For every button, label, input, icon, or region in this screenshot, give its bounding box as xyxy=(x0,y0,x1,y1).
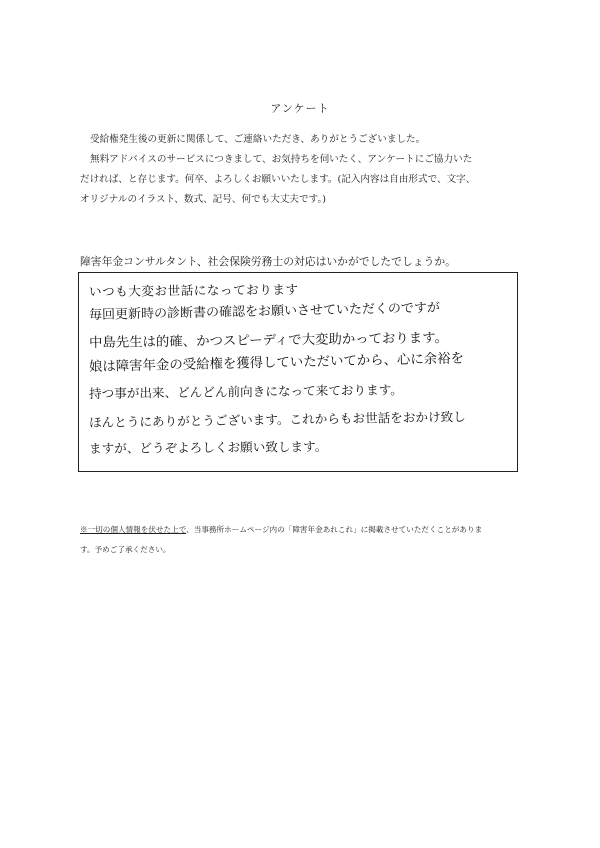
footnote-underlined-text: ※一切の個人情報を伏せた上で xyxy=(80,525,187,534)
handwritten-line: ますが、どうぞよろしくお願い致します。 xyxy=(88,438,328,456)
intro-line: オリジナルのイラスト、数式、記号、何でも大丈夫です。) xyxy=(80,194,326,205)
handwritten-line: 娘は障害年金の受給権を獲得していただいてから、心に余裕を xyxy=(88,351,465,375)
answer-box xyxy=(78,272,518,472)
intro-line: 無料アドバイスのサービスにつきまして、お気持ちを伺いたく、アンケートにご協力いた xyxy=(90,154,473,165)
footnote-text: 、当事務所ホームページ内の「障害年金あれこれ」に掲載させていただくことがありま xyxy=(186,525,483,534)
intro-line: だければ、と存じます。何卒、よろしくお願いいたします。(記入内容は自由形式で、文字、 xyxy=(80,174,476,185)
handwritten-line: 中島先生は的確、かつスピーディで大変助かっております。 xyxy=(88,330,448,351)
handwritten-line: 持つ事が出来、どんどん前向きになって来ております。 xyxy=(88,382,403,401)
intro-text xyxy=(80,130,520,210)
handwritten-line: いつも大変お世話になっております xyxy=(88,281,299,299)
survey-question: 障害年金コンサルタント、社会保険労務士の対応はいかがでしたでしょうか。 xyxy=(80,255,456,268)
footnote-line: す。予めご了承ください。 xyxy=(80,545,171,554)
handwritten-line: 毎回更新時の診断書の確認をお願いさせていただくのですが xyxy=(88,300,441,323)
footnote-line xyxy=(80,520,520,540)
intro-line: 受給権発生後の更新に関係して、ご連絡いただき、ありがとうございました。 xyxy=(90,134,426,145)
privacy-footnote xyxy=(80,520,520,560)
handwritten-line: ほんとうにありがとうございます。これからもお世話をおかけ致し xyxy=(88,409,466,430)
survey-title: アンケート xyxy=(270,102,330,115)
